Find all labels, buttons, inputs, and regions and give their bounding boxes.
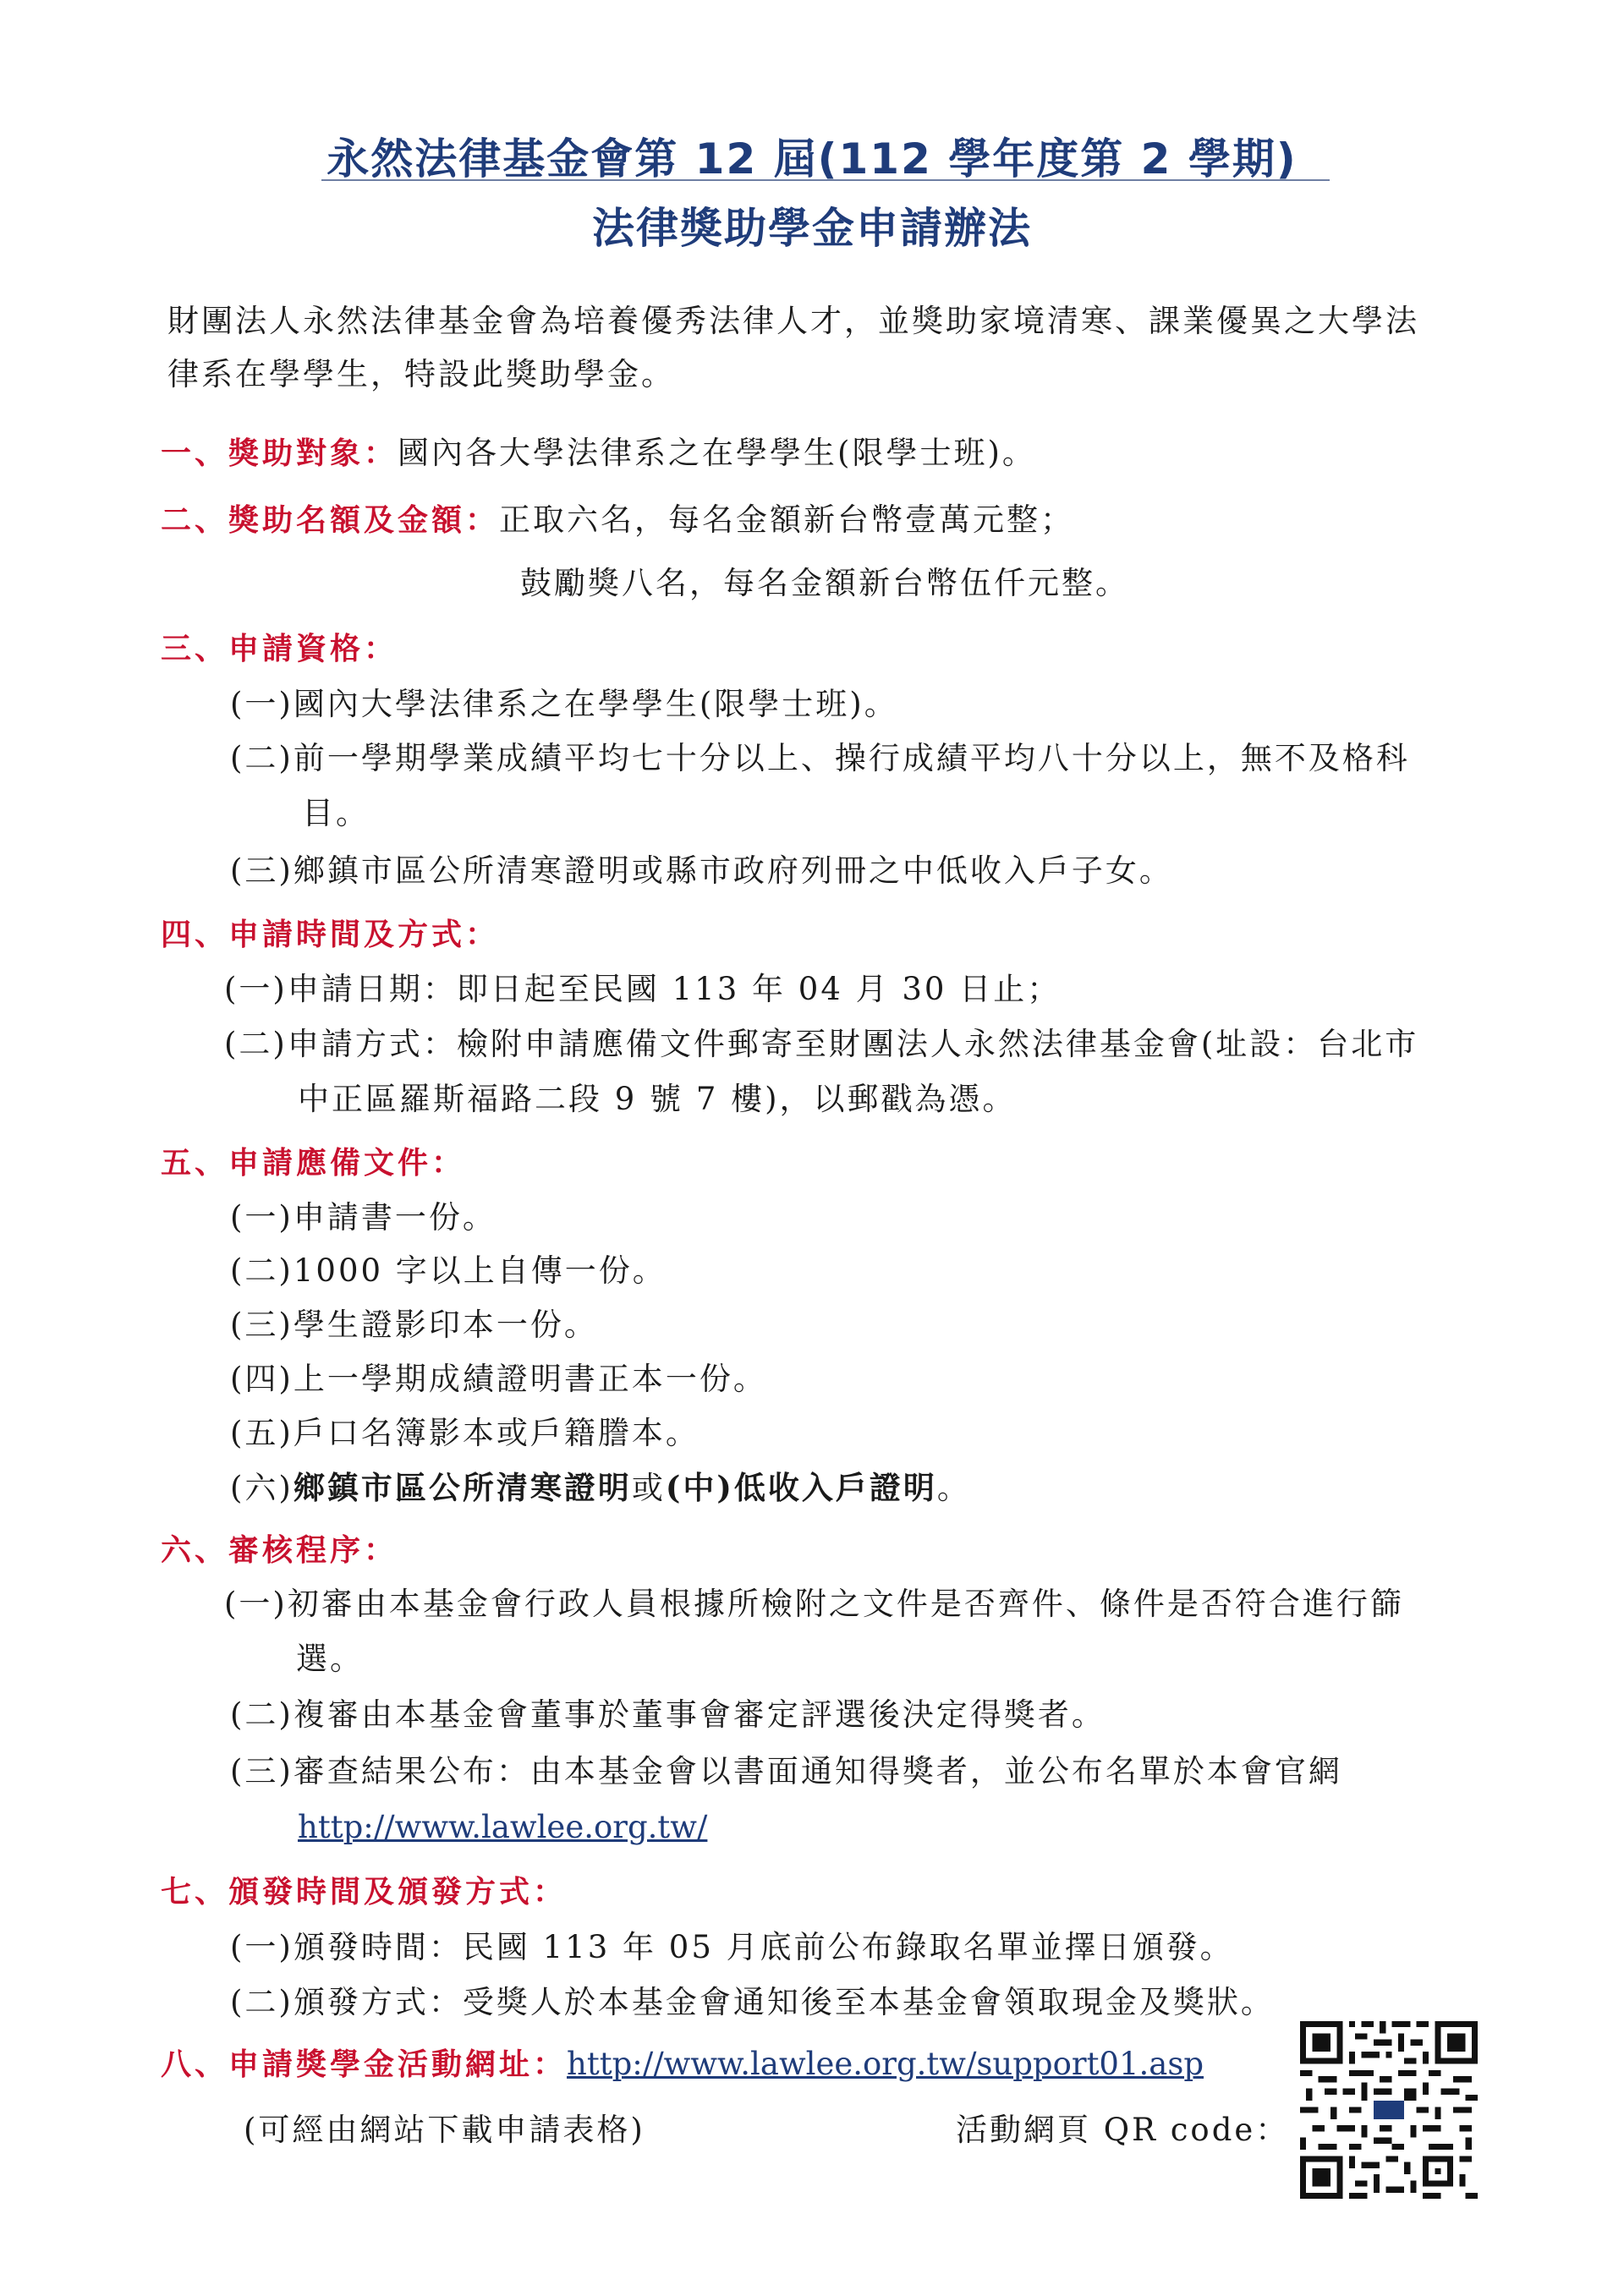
intro-line1: 財團法人永然法律基金會為培養優秀法律人才，並獎助家境清寒、課業優異之大學法 (167, 303, 1419, 339)
section-3-item-2-cont: 目。 (302, 795, 370, 831)
title-underline (321, 179, 1330, 181)
section-5-heading: 五、申請應備文件： (161, 1146, 466, 1181)
section-4-item-2: (二)申請方式：檢附申請應備文件郵寄至財團法人永然法律基金會(址設：台北市 (224, 1026, 1419, 1062)
section-8-heading: 八、申請獎學金活動網址： (161, 2047, 568, 2082)
section-6-item-1: (一)初審由本基金會行政人員根據所檢附之文件是否齊件、條件是否符合進行篩 (224, 1586, 1404, 1622)
section-2-text2: 鼓勵獎八名，每名金額新台幣伍仟元整。 (520, 565, 1129, 601)
section-8-row (161, 2043, 1204, 2086)
section-6-website-link[interactable]: http://www.lawlee.org.tw/ (298, 1809, 708, 1845)
section-eligibility-target (161, 432, 1036, 475)
section-6-item-2: (二)複審由本基金會董事於董事會審定評選後決定得獎者。 (230, 1696, 1106, 1733)
qr-code-label: 活動網頁 QR code： (956, 2112, 1290, 2148)
section-1-text: 國內各大學法律系之在學學生(限學士班)。 (398, 435, 1036, 471)
section-6-heading: 六、審核程序： (161, 1533, 398, 1568)
download-form-note: (可經由網站下載申請表格) (244, 2112, 645, 2148)
bold-low-income-certificate: (中)低收入戶證明 (665, 1469, 937, 1506)
intro-line2: 律系在學學生，特設此獎助學金。 (167, 356, 675, 392)
section-7-item-1: (一)頒發時間：民國 113 年 05 月底前公布錄取名單並擇日頒發。 (230, 1929, 1234, 1965)
section-4-heading: 四、申請時間及方式： (161, 918, 500, 952)
section-quota-amount (161, 499, 1074, 542)
section-5-item-5: (五)戶口名簿影本或戶籍謄本。 (230, 1415, 700, 1451)
section-6-item-1-cont: 選。 (296, 1641, 364, 1677)
bold-clearance-certificate: 鄉鎮市區公所清寒證明 (293, 1469, 632, 1506)
section-3-heading: 三、申請資格： (161, 632, 398, 666)
document-title-line2: 法律獎助學金申請辦法 (592, 204, 1032, 253)
document-title-line1: 永然法律基金會第 12 屆(112 學年度第 2 學期) (326, 134, 1298, 184)
section-2-text1: 正取六名，每名金額新台幣壹萬元整； (499, 501, 1075, 538)
section-3-item-2: (二)前一學期學業成績平均七十分以上、操行成績平均八十分以上，無不及格科 (230, 740, 1410, 776)
section-1-heading: 一、獎助對象： (161, 436, 398, 471)
section-6-item-3: (三)審查結果公布：由本基金會以書面通知得獎者，並公布名單於本會官網 (230, 1753, 1342, 1789)
section-5-item-4: (四)上一學期成績證明書正本一份。 (230, 1361, 767, 1397)
section-4-item-1: (一)申請日期：即日起至民國 113 年 04 月 30 日止； (224, 971, 1062, 1007)
section-4-item-2-cont: 中正區羅斯福路二段 9 號 7 樓)，以郵戳為憑。 (298, 1081, 1017, 1117)
section-2-heading: 二、獎助名額及金額： (161, 503, 500, 538)
section-5-item-2: (二)1000 字以上自傳一份。 (230, 1252, 667, 1289)
section-7-heading: 七、頒發時間及頒發方式： (161, 1875, 568, 1910)
section-7-item-2: (二)頒發方式：受獎人於本基金會通知後至本基金會領取現金及獎狀。 (230, 1984, 1275, 2020)
section-3-item-1: (一)國內大學法律系之在學學生(限學士班)。 (230, 686, 898, 722)
section-5-item-3: (三)學生證影印本一份。 (230, 1307, 598, 1343)
section-5-item-6: (六)鄉鎮市區公所清寒證明或(中)低收入戶證明。 (230, 1469, 971, 1506)
section-3-item-3: (三)鄉鎮市區公所清寒證明或縣市政府列冊之中低收入戶子女。 (230, 852, 1173, 889)
qr-code-image[interactable] (1300, 2021, 1478, 2199)
activity-url-link[interactable]: http://www.lawlee.org.tw/support01.asp (567, 2046, 1204, 2082)
section-5-item-1: (一)申請書一份。 (230, 1199, 497, 1236)
